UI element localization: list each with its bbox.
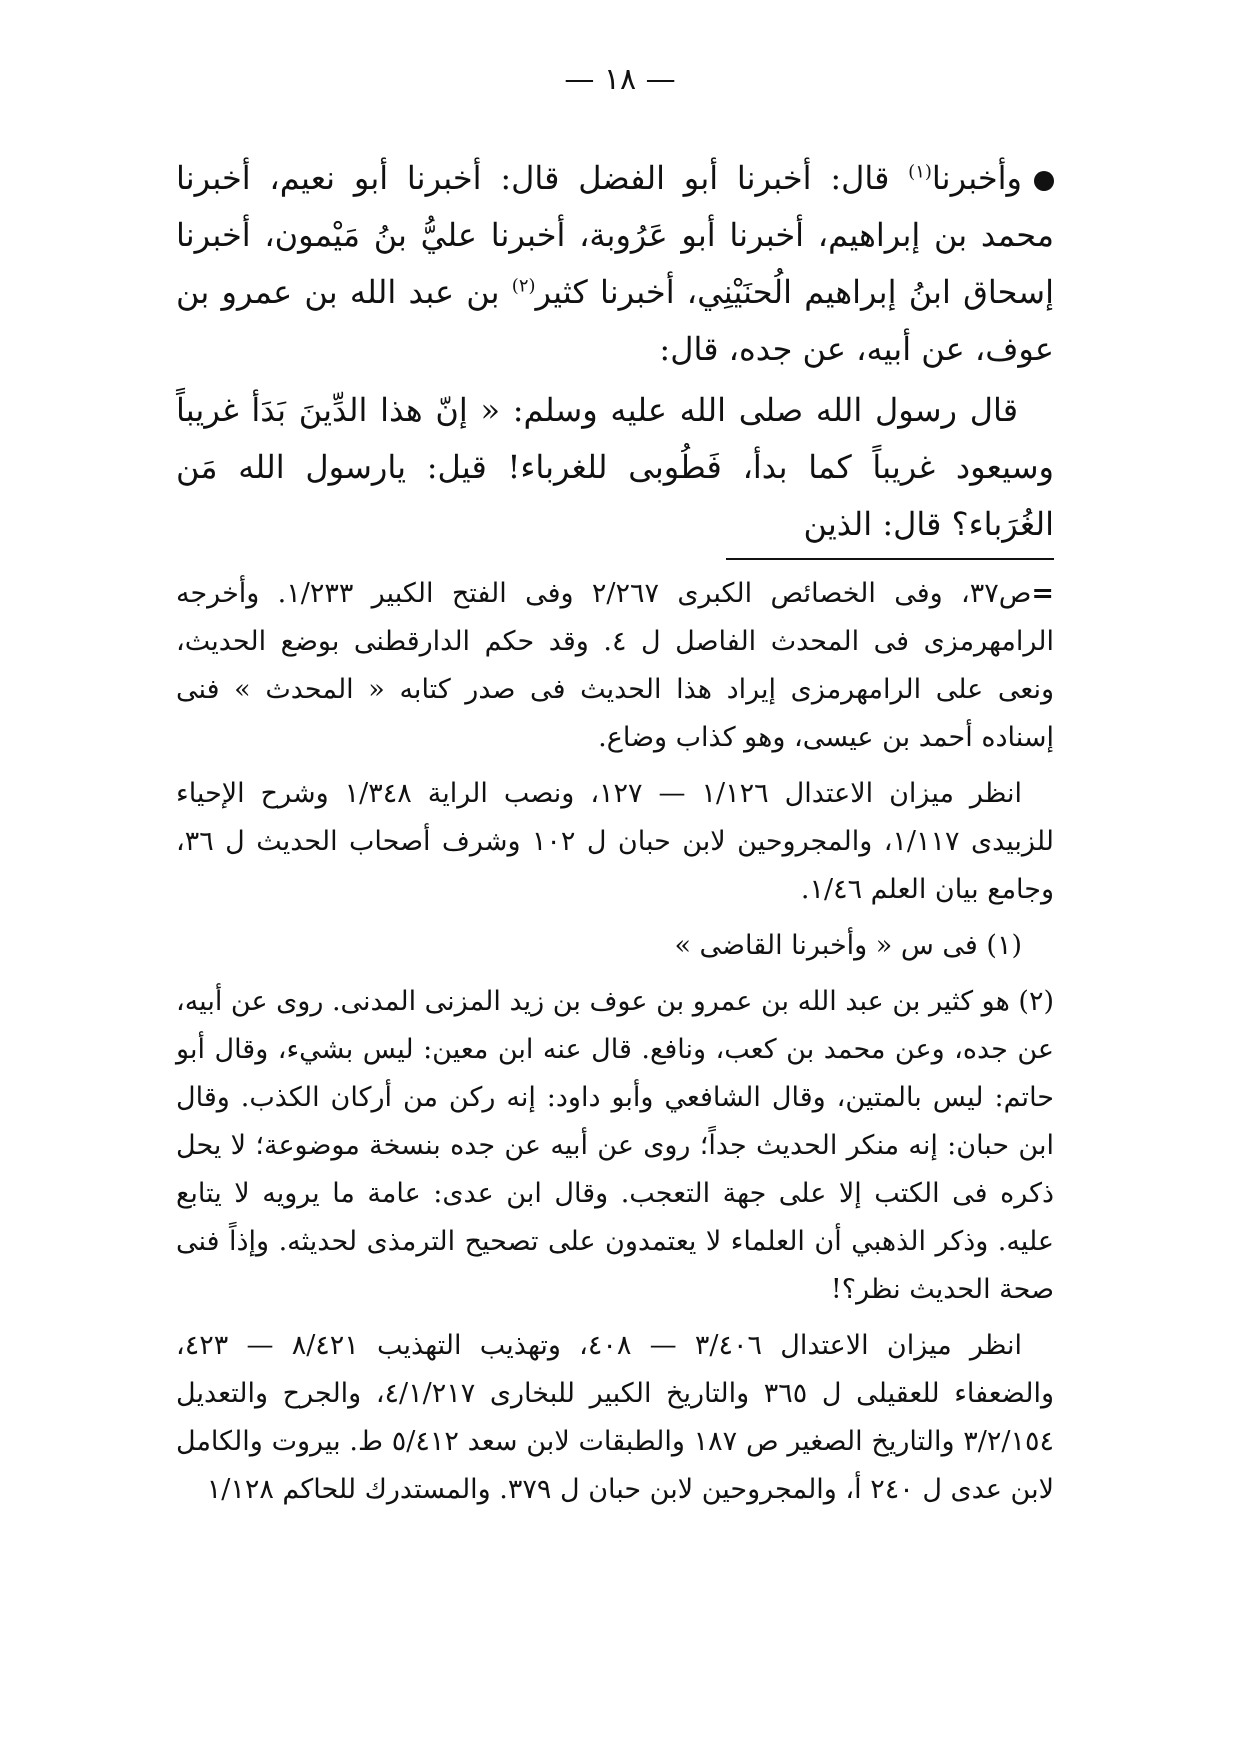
footnote-separator — [726, 558, 1054, 560]
footnote-2-refs: انظر ميزان الاعتدال ٣/٤٠٦ — ٤٠٨، وتهذيب التهذيب ٨/٤٢١ — ٤٢٣، والضعفاء للعقيلى ل ٣٦٥ والتاريخ الكبير للبخارى ٤/١/٢١٧، والجرح والتعديل ٣/٢/١٥٤ والتاريخ الصغير ص ١٨٧ والطبقات لابن سعد ٥/٤١٢ ط. بيروت والكامل لابن عدى ل ٢٤٠ أ، والمجروحين لابن حبان ل ٣٧٩. والمستدرك للحاكم ١/١٢٨ — [176, 1330, 1054, 1505]
hadith-chain-paragraph: وأخبرنا$^{(١)}$ قال: أخبرنا أبو الفضل قال: أخبرنا أبو نعيم، أخبرنا محمد بن إبراهيم، أخبرنا أبو عَرُوبة، أخبرنا عليُّ بنُ مَيْمون، أخبرنا إسحاق ابنُ إبراهيم الُحنَيْنِي، أخبرنا كثير$^{(٢)}$ بن عبد الله بن عمرو بن عوف، عن أبيه، عن جده، قال: — [176, 159, 1055, 368]
hadith-text-paragraph: قال رسول الله صلى الله عليه وسلم: « إنّ هذا الدِّينَ بَدَأ غريباً وسيعود غريباً كما بدأ، فَطُوبى للغرباء! قيل: يارسول الله مَن الغُرَباء؟ قال: الذين — [176, 391, 1055, 543]
footnote-continued: =ص٣٧، وفى الخصائص الكبرى ٢/٢٦٧ وفى الفتح الكبير ١/٢٣٣. وأخرجه الرامهرمزى فى المحدث الفاصل ل ٤. وقد حكم الدارقطنى بوضع الحديث، ونعى على الرامهرمزى إيراد هذا الحديث فى صدر كتابه « المحدث » فنى إسناده أحمد بن عيسى، وهو كذاب وضاع. — [176, 578, 1055, 753]
footnote-ref-1: (١) — [908, 161, 932, 183]
footnote-continued-refs: انظر ميزان الاعتدال ١/١٢٦ — ١٢٧، ونصب الراية ١/٣٤٨ وشرح الإحياء للزبيدى ١/١١٧، والمجروحين لابن حبان ل ١٠٢ وشرف أصحاب الحديث ل ٣٦، وجامع بيان العلم ١/٤٦. — [176, 778, 1054, 905]
footnote-1: (١) فى س « وأخبرنا القاضى » — [674, 930, 1022, 961]
main-text — [176, 150, 1054, 557]
footnote-2: (٢) هو كثير بن عبد الله بن عمرو بن عوف بن زيد المزنى المدنى. روى عن أبيه، عن جده، وعن محمد بن كعب، ونافع. قال عنه ابن معين: ليس بشيء، وقال أبو حاتم: ليس بالمتين، وقال الشافعي وأبو داود: إنه ركن من أركان الكذب. وقال ابن حبان: إنه منكر الحديث جداً؛ روى عن أبيه عن جده بنسخة موضوعة؛ لا يحل ذكره فى الكتب إلا على جهة التعجب. وقال ابن عدى: عامة ما يرويه لا يتابع عليه. وذكر الذهبي أن العلماء لا يعتمدون على تصحيح الترمذى لحديثه. وإذاً فنى صحة الحديث نظر؟! — [175, 986, 1054, 1305]
bullet-icon — [1034, 171, 1054, 191]
footnote-ref-2: (٢) — [511, 275, 536, 297]
page-number: — ١٨ — — [564, 62, 676, 97]
continuation-mark: = — [1031, 578, 1055, 609]
footnotes — [176, 570, 1054, 1522]
